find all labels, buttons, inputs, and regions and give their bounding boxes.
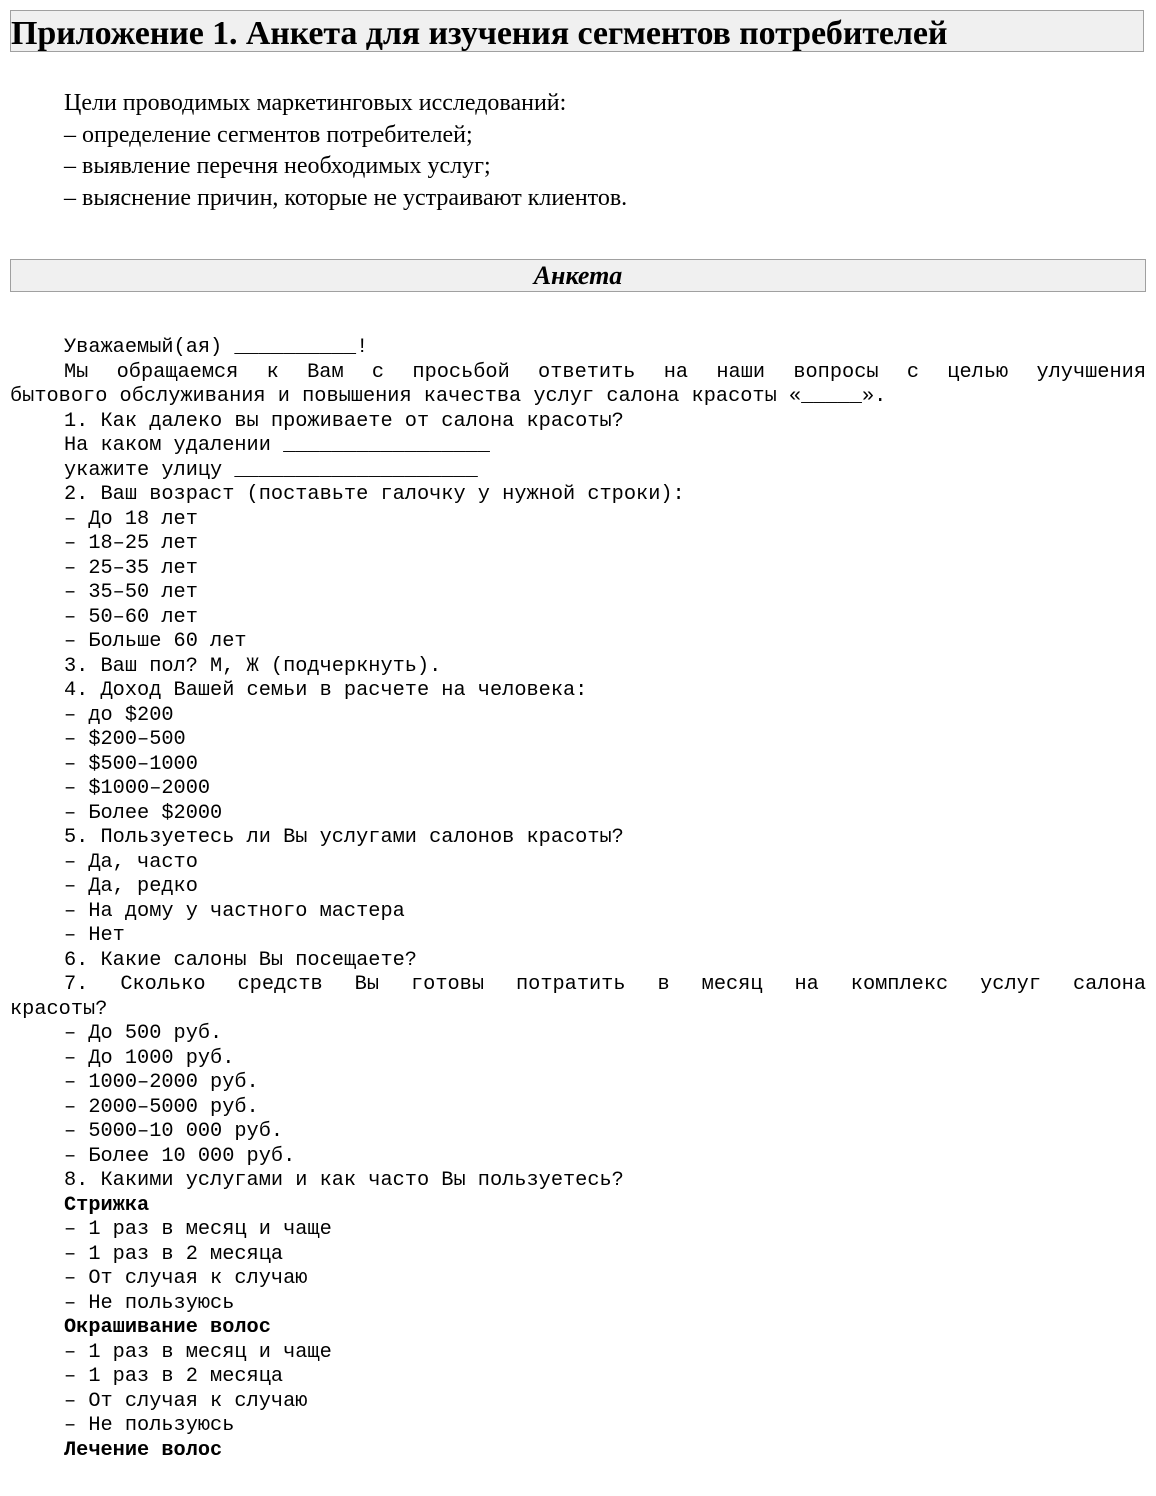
age-option: – 18–25 лет	[64, 532, 198, 555]
question-7-continued: красоты?	[10, 997, 108, 1021]
goal-item: – выявление перечня необходимых услуг;	[64, 153, 491, 179]
question-8: 8. Какими услугами и как часто Вы пользуетесь?	[64, 1169, 624, 1192]
age-option: – 25–35 лет	[64, 556, 198, 580]
usage-option: – Нет	[64, 924, 125, 947]
income-option: – Более $2000	[64, 801, 223, 825]
income-option: – до $200	[64, 703, 174, 727]
age-option: – Больше 60 лет	[64, 630, 247, 653]
frequency-option: – 1 раз в 2 месяца	[64, 1365, 284, 1388]
questionnaire-heading-box	[10, 259, 1146, 292]
street-field: укажите улицу ____________________	[64, 458, 478, 482]
page-title: Приложение 1. Анкета для изучения сегментов потребителей	[11, 15, 948, 52]
budget-option: – Более 10 000 руб.	[64, 1144, 296, 1168]
distance-field: На каком удалении _________________	[64, 434, 490, 457]
frequency-option: – От случая к случаю	[64, 1389, 308, 1413]
questionnaire-title: Анкета	[533, 261, 623, 290]
budget-option: – 2000–5000 руб.	[64, 1095, 259, 1119]
frequency-option: – Не пользуюсь	[64, 1414, 235, 1437]
usage-option: – На дому у частного мастера	[64, 899, 405, 923]
greeting: Уважаемый(ая) __________!	[64, 336, 369, 359]
age-option: – 50–60 лет	[64, 605, 198, 629]
question-3: 3. Ваш пол? М, Ж (подчеркнуть).	[64, 654, 442, 678]
usage-option: – Да, редко	[64, 875, 198, 898]
intro-line: бытового обслуживания и повышения качества услуг салона красоты «_____».	[10, 385, 887, 408]
appendix-title-box	[10, 10, 1144, 52]
question-2: 2. Ваш возраст (поставьте галочку у нужной строки):	[64, 483, 685, 506]
frequency-option: – 1 раз в 2 месяца	[64, 1242, 284, 1266]
question-4: 4. Доход Вашей семьи в расчете на человека:	[64, 679, 588, 702]
service-treatment-label: Лечение волос	[64, 1438, 223, 1462]
questionnaire-body	[10, 336, 1146, 1463]
question-1: 1. Как далеко вы проживаете от салона красоты?	[64, 409, 624, 433]
budget-option: – До 500 руб.	[64, 1022, 223, 1045]
usage-option: – Да, часто	[64, 850, 198, 874]
question-6: 6. Какие салоны Вы посещаете?	[64, 948, 417, 972]
budget-option: – 5000–10 000 руб.	[64, 1120, 284, 1143]
service-haircut-label: Стрижка	[64, 1193, 150, 1217]
goal-item: – определение сегментов потребителей;	[64, 121, 473, 148]
age-option: – До 18 лет	[64, 507, 198, 531]
frequency-option: – От случая к случаю	[64, 1267, 308, 1290]
frequency-option: – 1 раз в месяц и чаще	[64, 1340, 332, 1364]
income-option: – $200–500	[64, 728, 186, 751]
income-option: – $500–1000	[64, 752, 198, 776]
intro-line: Мы обращаемся к Вам с просьбой ответить на наши вопросы с целью улучшения	[64, 360, 1146, 384]
question-5: 5. Пользуетесь ли Вы услугами салонов красоты?	[64, 826, 624, 849]
income-option: – $1000–2000	[64, 777, 211, 800]
goal-item: – выяснение причин, которые не устраивают клиентов.	[64, 184, 628, 211]
question-7: 7. Сколько средств Вы готовы потратить в месяц на комплекс услуг салона	[64, 973, 1146, 996]
research-goals	[64, 88, 627, 214]
service-coloring-label: Окрашивание волос	[64, 1316, 271, 1339]
frequency-option: – 1 раз в месяц и чаще	[64, 1218, 332, 1241]
goals-intro: Цели проводимых маркетинговых исследований:	[64, 90, 567, 116]
frequency-option: – Не пользуюсь	[64, 1291, 235, 1315]
age-option: – 35–50 лет	[64, 581, 198, 604]
budget-option: – До 1000 руб.	[64, 1046, 235, 1070]
budget-option: – 1000–2000 руб.	[64, 1071, 259, 1094]
